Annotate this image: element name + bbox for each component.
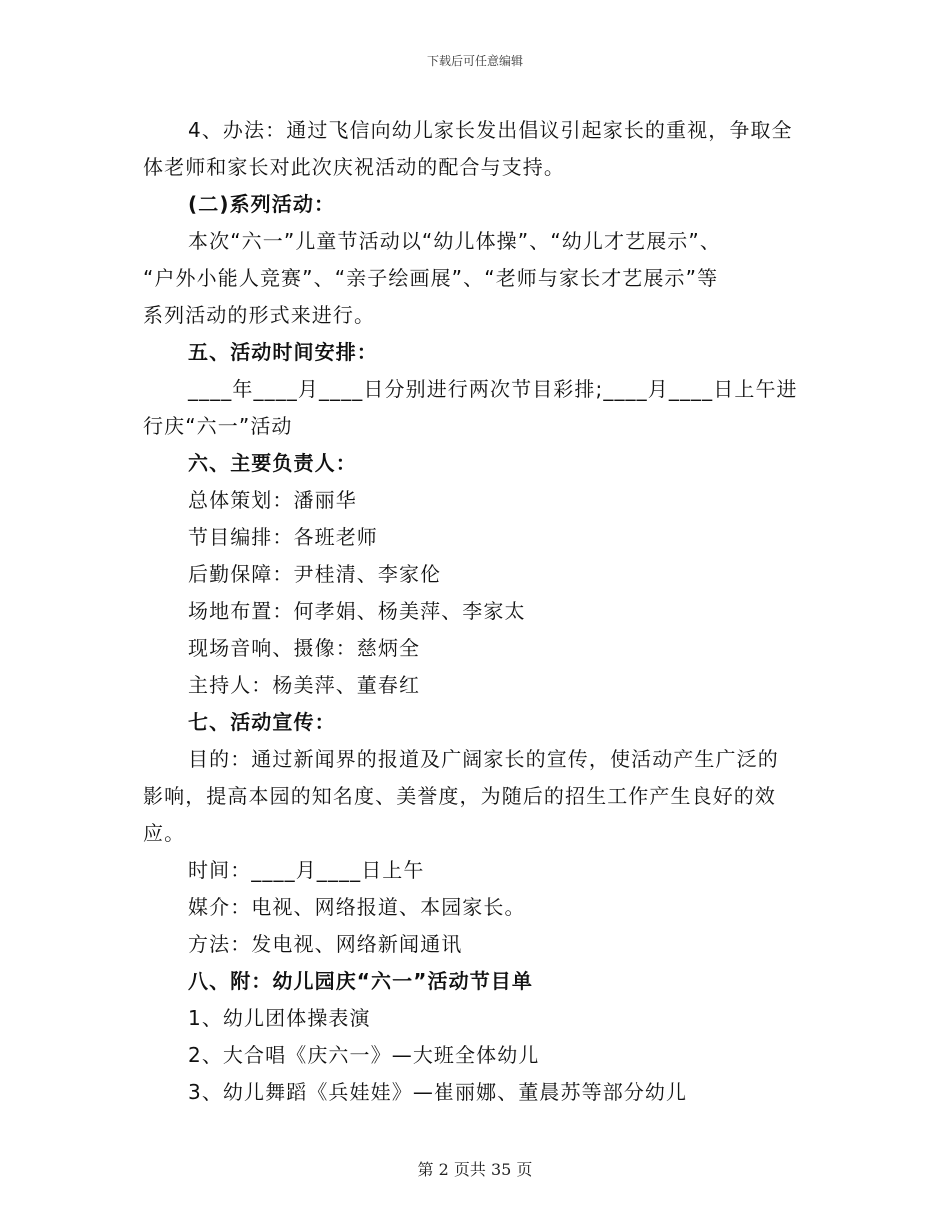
program-item: 1、幼儿团体操表演 — [188, 1006, 371, 1030]
page-header: 下载后可任意编辑 — [426, 54, 523, 68]
list-item: 后勤保障：尹桂清、李家伦 — [188, 562, 442, 586]
paragraph-line: 4、办法：通过飞信向幼儿家长发出倡议引起家长的重视，争取全 — [188, 118, 793, 142]
paragraph-line: 本次“六一”儿童节活动以“幼儿体操”、“幼儿才艺展示”、 — [188, 229, 721, 253]
paragraph-line: ____年____月____日分别进行两次节目彩排;____月____日上午进 — [188, 377, 798, 401]
paragraph-line: “户外小能人竞赛”、“亲子绘画展”、“老师与家长才艺展示”等 — [143, 266, 719, 290]
section-heading: 七、活动宣传： — [188, 710, 336, 734]
list-item: 主持人：杨美萍、董春红 — [188, 673, 421, 697]
section-heading: (二)系列活动： — [188, 192, 336, 216]
list-item: 节目编排：各班老师 — [188, 525, 378, 549]
section-heading: 五、活动时间安排： — [188, 340, 378, 364]
paragraph-line: 影响，提高本园的知名度、美誉度，为随后的招生工作产生良好的效 — [143, 784, 776, 808]
program-item: 2、大合唱《庆六一》—大班全体幼儿 — [188, 1043, 540, 1067]
paragraph-line: 应。 — [143, 821, 186, 845]
page-footer: 第 2 页共 35 页 — [417, 1160, 533, 1179]
paragraph-line: 目的：通过新闻界的报道及广阔家长的宣传，使活动产生广泛的 — [188, 747, 779, 771]
program-item: 3、幼儿舞蹈《兵娃娃》—崔丽娜、董晨苏等部分幼儿 — [188, 1080, 688, 1104]
list-item: 媒介：电视、网络报道、本园家长。 — [188, 895, 526, 919]
section-heading: 八、附：幼儿园庆“六一”活动节目单 — [188, 969, 533, 993]
paragraph-line: 体老师和家长对此次庆祝活动的配合与支持。 — [143, 155, 565, 179]
paragraph-line: 系列活动的形式来进行。 — [143, 303, 376, 327]
paragraph-line: 行庆“六一”活动 — [143, 414, 293, 438]
list-item: 场地布置：何孝娟、杨美萍、李家太 — [188, 599, 526, 623]
document-body — [143, 112, 811, 1111]
section-heading: 六、主要负责人： — [188, 451, 357, 475]
list-item: 总体策划：潘丽华 — [188, 488, 357, 512]
list-item: 现场音响、摄像：慈炳全 — [188, 636, 421, 660]
list-item: 方法：发电视、网络新闻通讯 — [188, 932, 463, 956]
list-item: 时间：____月____日上午 — [188, 858, 425, 882]
